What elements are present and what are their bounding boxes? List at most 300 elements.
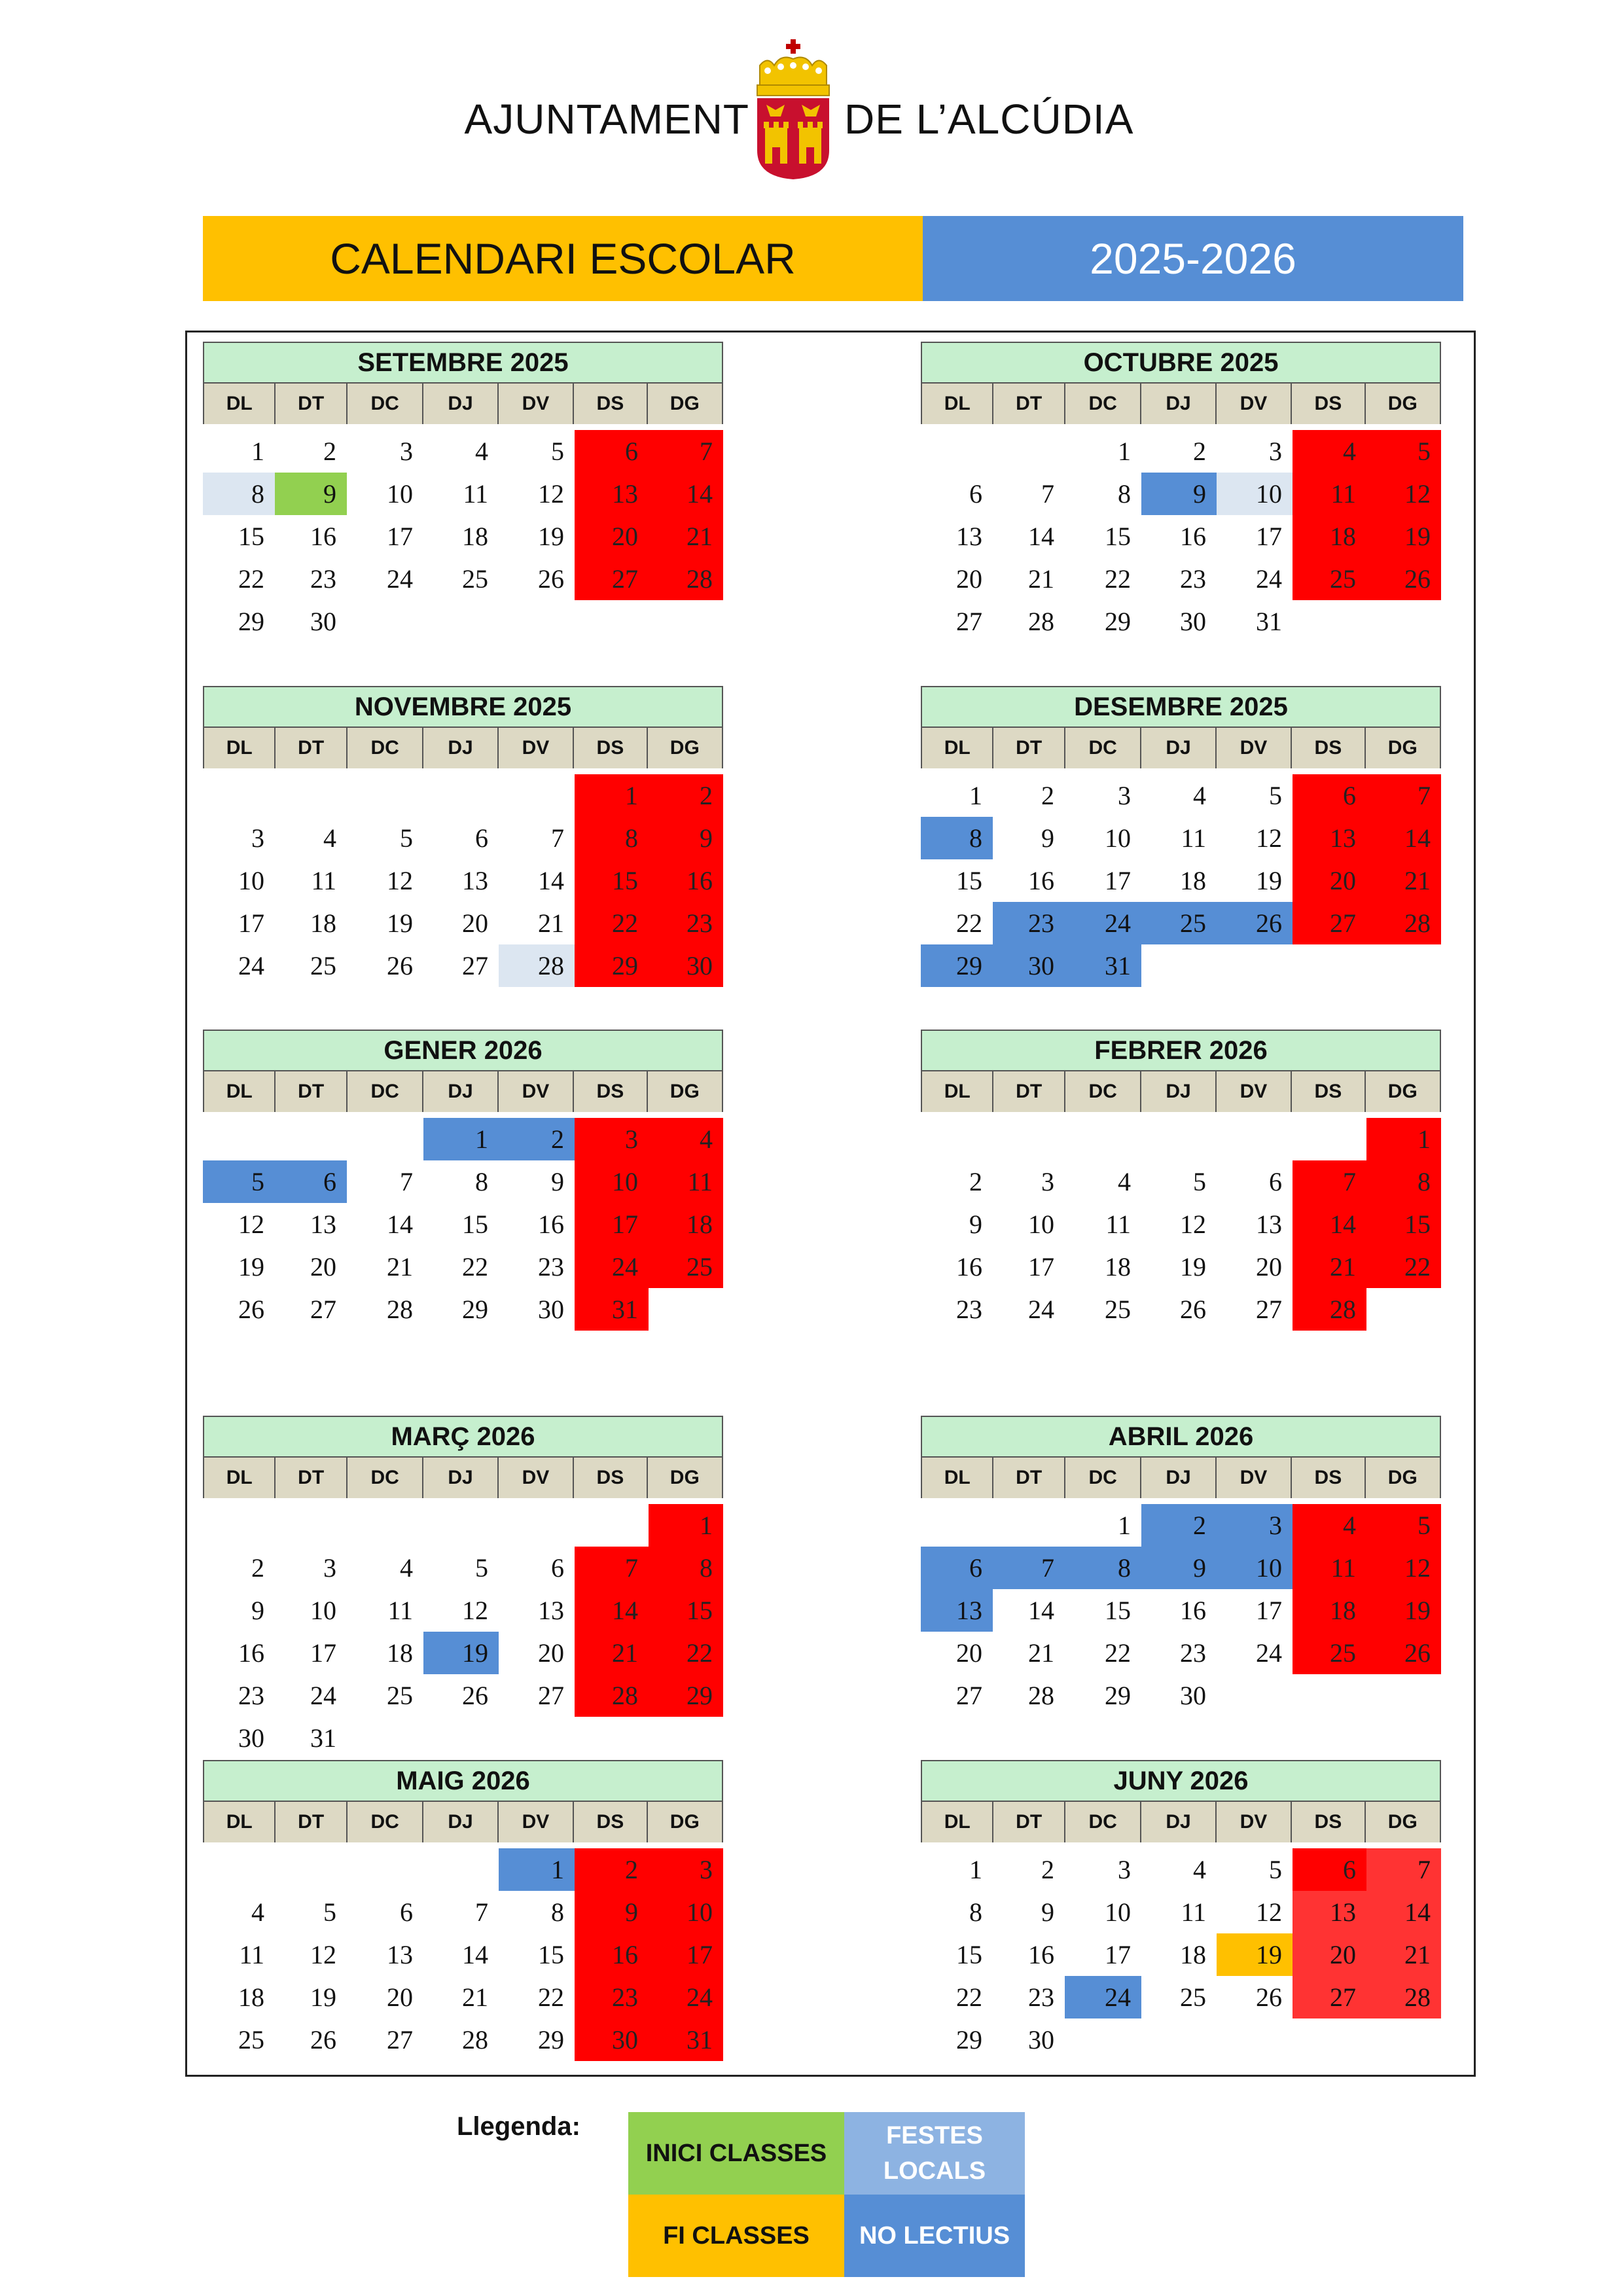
weekday-header: DS [1292,384,1365,424]
day-cell: 22 [1105,1638,1131,1668]
day-cell: 20 [538,1638,564,1668]
day-cell: 16 [238,1638,264,1668]
day-cell: 14 [575,1589,649,1632]
day-cell: 29 [921,944,993,987]
day-cell: 19 [1217,1933,1293,1976]
day-cell: 24 [1065,902,1141,944]
month-title: MARÇ 2026 [203,1416,723,1458]
day-cell: 23 [993,902,1065,944]
weekday-header: DV [499,1802,574,1842]
day-cell: 15 [462,1210,488,1239]
day-cell: 7 [1366,774,1441,817]
day-cell: 28 [1366,902,1441,944]
legend-inici-classes: INICI CLASSES [628,2112,844,2195]
day-cell: 11 [1181,823,1206,853]
day-cell: 5 [1366,430,1441,473]
day-cell: 22 [538,1982,564,2012]
day-cell: 31 [1065,944,1141,987]
day-cell: 5 [203,1160,275,1203]
day-cell: 6 [1293,774,1366,817]
weekday-header: DV [1217,1458,1292,1498]
day-cell: 7 [575,1547,649,1589]
weekday-header: DC [1065,1458,1141,1498]
day-cell: 20 [1293,1933,1366,1976]
week-row [921,558,1441,600]
day-cell: 10 [387,479,413,509]
empty-cell [423,600,499,643]
week-row [203,1504,723,1547]
weekday-header: DG [1387,393,1418,414]
week-row [921,859,1441,902]
weekday-header: DC [348,384,423,424]
day-cell: 2 [1141,1504,1217,1547]
week-row [921,1547,1441,1589]
day-cell: 14 [387,1210,413,1239]
day-cell: 27 [387,2025,413,2054]
empty-cell [1141,944,1217,987]
day-cell: 18 [1180,866,1206,895]
day-cell: 12 [1256,1897,1282,1927]
day-cell: 23 [649,902,723,944]
weekday-header: DG [1387,737,1418,759]
day-cell: 16 [1028,866,1054,895]
empty-cell [649,1717,723,1759]
week-row [203,558,723,600]
day-cell: 9 [1041,823,1054,853]
day-cell: 29 [462,1295,488,1324]
day-cell: 2 [251,1553,264,1583]
day-cell: 29 [238,607,264,636]
day-cell: 12 [538,479,564,509]
school-year: 2025-2026 [923,216,1463,301]
day-cell: 26 [238,1295,264,1324]
day-cell: 24 [310,1681,336,1710]
day-cell: 8 [575,817,649,859]
day-cell: 18 [649,1203,723,1246]
empty-cell [1293,1674,1366,1717]
week-row [203,1547,723,1589]
day-cell: 18 [1180,1940,1206,1969]
day-cell: 4 [251,1897,264,1927]
empty-cell [499,774,575,817]
weekday-header: DG [669,1081,700,1102]
day-cell: 3 [1269,437,1282,466]
month-title: SETEMBRE 2025 [203,342,723,384]
weekday-header: DT [276,1071,347,1112]
weekday-header-row [921,1802,1441,1842]
day-cell: 31 [649,2018,723,2061]
empty-cell [347,600,423,643]
day-cell: 25 [462,564,488,594]
day-cell: 6 [551,1553,564,1583]
empty-cell [649,1288,723,1331]
day-cell: 4 [1293,430,1366,473]
day-cell: 26 [310,2025,336,2054]
week-row [203,1589,723,1632]
day-cell: 11 [387,1596,413,1625]
week-row [921,902,1441,944]
empty-cell [499,1717,575,1759]
weekday-header: DG [669,1811,700,1833]
legend-no-lectius: NO LECTIUS [844,2195,1025,2277]
week-row [203,1246,723,1288]
day-cell: 9 [275,473,347,515]
day-cell: 2 [969,1167,982,1196]
day-cell: 18 [387,1638,413,1668]
day-cell: 18 [1105,1252,1131,1282]
day-cell: 24 [649,1976,723,2018]
day-cell: 31 [310,1723,336,1753]
day-cell: 6 [969,479,982,509]
empty-cell [649,600,723,643]
month-calendar [921,342,1441,643]
weekday-header: DS [574,1802,647,1842]
week-row [203,859,723,902]
day-cell: 23 [310,564,336,594]
day-cell: 25 [1105,1295,1131,1324]
day-cell: 24 [1028,1295,1054,1324]
day-cell: 17 [649,1933,723,1976]
day-cell: 23 [1180,1638,1206,1668]
header-right-text: DE L’ALCÚDIA [844,96,1134,143]
month-calendar [203,1030,723,1331]
weekday-header: DJ [1141,728,1216,768]
weekday-header: DL [922,1458,993,1498]
weekday-header-row [921,1458,1441,1498]
weekday-header: DC [348,1071,423,1112]
day-cell: 15 [238,522,264,551]
day-cell: 27 [956,607,982,636]
day-cell: 30 [649,944,723,987]
day-cell: 30 [310,607,336,636]
day-cell: 10 [575,1160,649,1203]
day-cell: 1 [969,781,982,810]
header-left-text: AJUNTAMENT [464,96,749,143]
day-cell: 27 [956,1681,982,1710]
empty-cell [575,600,649,643]
day-cell: 12 [1366,473,1441,515]
day-cell: 7 [1041,479,1054,509]
day-cell: 30 [1180,607,1206,636]
empty-cell [347,774,423,817]
day-cell: 27 [1256,1295,1282,1324]
weekday-header: DV [1217,728,1292,768]
day-cell: 15 [1105,1596,1131,1625]
day-cell: 10 [649,1891,723,1933]
month-title: GENER 2026 [203,1030,723,1071]
day-cell: 5 [551,437,564,466]
week-row [921,1589,1441,1632]
day-cell: 17 [387,522,413,551]
day-cell: 14 [1366,1891,1441,1933]
day-cell: 21 [1293,1246,1366,1288]
calendar-title: CALENDARI ESCOLAR [203,216,923,301]
day-cell: 11 [1105,1210,1131,1239]
day-cell: 17 [1105,866,1131,895]
day-cell: 30 [238,1723,264,1753]
empty-cell [275,1848,347,1891]
empty-cell [1065,2018,1141,2061]
day-cell: 19 [538,522,564,551]
day-cell: 25 [1293,558,1366,600]
day-cell: 7 [551,823,564,853]
day-cell: 1 [423,1118,499,1160]
day-cell: 15 [1105,522,1131,551]
weekday-header: DJ [423,1802,498,1842]
week-row [921,1891,1441,1933]
weekday-header: DV [499,1458,574,1498]
day-cell: 26 [538,564,564,594]
day-cell: 28 [462,2025,488,2054]
day-cell: 12 [310,1940,336,1969]
weekday-header: DS [1292,1071,1365,1112]
week-row [921,944,1441,987]
empty-cell [347,1118,423,1160]
week-row [203,1674,723,1717]
day-cell: 26 [1256,1982,1282,2012]
weekday-header: DS [574,1458,647,1498]
weekday-header-row [203,728,723,768]
day-cell: 1 [1118,437,1131,466]
weekday-header: DV [1217,1802,1292,1842]
empty-cell [1065,1118,1141,1160]
day-cell: 24 [1065,1976,1141,2018]
empty-cell [347,1848,423,1891]
day-cell: 14 [1028,522,1054,551]
day-cell: 23 [956,1295,982,1324]
weekday-header: DT [276,1458,347,1498]
week-row [203,902,723,944]
empty-cell [1217,1674,1293,1717]
empty-cell [1366,600,1441,643]
weekday-header-row [203,1802,723,1842]
month-title: ABRIL 2026 [921,1416,1441,1458]
day-cell: 20 [462,908,488,938]
day-cell: 16 [575,1933,649,1976]
day-cell: 12 [387,866,413,895]
week-row [921,774,1441,817]
day-cell: 14 [538,866,564,895]
empty-cell [347,1717,423,1759]
month-calendar [203,686,723,987]
page-header [0,33,1623,177]
day-cell: 19 [310,1982,336,2012]
weekday-header: DS [1292,1802,1365,1842]
day-cell: 28 [1028,1681,1054,1710]
month-calendar [921,1416,1441,1717]
day-cell: 13 [462,866,488,895]
day-cell: 12 [462,1596,488,1625]
day-cell: 6 [1269,1167,1282,1196]
week-row [203,1203,723,1246]
empty-cell [993,1504,1065,1547]
day-cell: 8 [969,1897,982,1927]
empty-cell [1293,1118,1366,1160]
day-cell: 10 [238,866,264,895]
month-title: OCTUBRE 2025 [921,342,1441,384]
day-cell: 8 [551,1897,564,1927]
day-cell: 16 [956,1252,982,1282]
week-row [203,1118,723,1160]
weekday-header: DS [574,1071,647,1112]
day-cell: 17 [575,1203,649,1246]
day-cell: 25 [1180,1982,1206,2012]
day-cell: 4 [1118,1167,1131,1196]
weekday-header: DJ [423,384,498,424]
empty-cell [1293,600,1366,643]
day-cell: 30 [538,1295,564,1324]
empty-cell [275,1118,347,1160]
day-cell: 29 [1105,1681,1131,1710]
day-cell: 5 [1269,781,1282,810]
day-cell: 5 [1193,1167,1206,1196]
empty-cell [275,1504,347,1547]
empty-cell [1293,944,1366,987]
day-cell: 18 [238,1982,264,2012]
weekday-header: DC [1065,728,1141,768]
weekday-header: DT [276,384,347,424]
day-cell: 21 [1366,1933,1441,1976]
day-cell: 2 [499,1118,575,1160]
weekday-header: DG [1387,1811,1418,1833]
day-cell: 27 [310,1295,336,1324]
day-cell: 30 [993,944,1065,987]
week-row [921,817,1441,859]
empty-cell [921,1118,993,1160]
weekday-header: DJ [1141,1802,1216,1842]
weekday-header: DJ [423,1071,498,1112]
week-row [203,817,723,859]
weekday-header: DT [276,728,347,768]
day-cell: 14 [462,1940,488,1969]
day-cell: 16 [310,522,336,551]
day-cell: 29 [649,1674,723,1717]
day-cell: 26 [387,951,413,980]
day-cell: 10 [1217,473,1293,515]
day-cell: 23 [1028,1982,1054,2012]
day-cell: 10 [1217,1547,1293,1589]
day-cell: 3 [400,437,413,466]
weekday-header: DV [1217,384,1292,424]
empty-cell [993,430,1065,473]
day-cell: 24 [575,1246,649,1288]
day-cell: 9 [575,1891,649,1933]
day-cell: 21 [462,1982,488,2012]
month-calendar [921,1030,1441,1331]
day-cell: 9 [251,1596,264,1625]
day-cell: 13 [310,1210,336,1239]
day-cell: 26 [462,1681,488,1710]
empty-cell [203,1504,275,1547]
empty-cell [1141,1118,1217,1160]
weekday-header: DC [348,728,423,768]
day-cell: 15 [1366,1203,1441,1246]
empty-cell [921,430,993,473]
day-cell: 11 [239,1940,264,1969]
day-cell: 13 [1256,1210,1282,1239]
empty-cell [423,1504,499,1547]
week-row [203,1288,723,1331]
weekday-header: DJ [423,1458,498,1498]
day-cell: 30 [575,2018,649,2061]
day-cell: 10 [1105,1897,1131,1927]
day-cell: 4 [649,1118,723,1160]
empty-cell [1217,1118,1293,1160]
empty-cell [1217,944,1293,987]
day-cell: 1 [575,774,649,817]
week-row [203,2018,723,2061]
week-row [921,1118,1441,1160]
day-cell: 13 [1293,1891,1366,1933]
weekday-header: DS [1292,728,1365,768]
day-cell: 7 [475,1897,488,1927]
day-cell: 5 [400,823,413,853]
week-row [203,1717,723,1759]
day-cell: 29 [1105,607,1131,636]
day-cell: 27 [462,951,488,980]
week-row [921,1246,1441,1288]
weekday-header: DC [1065,1071,1141,1112]
weekday-header: DG [669,1467,700,1488]
day-cell: 18 [1293,515,1366,558]
empty-cell [575,1504,649,1547]
day-cell: 28 [649,558,723,600]
day-cell: 3 [1118,1855,1131,1884]
week-row [203,1891,723,1933]
coat-of-arms-icon [755,39,832,180]
day-cell: 8 [649,1547,723,1589]
day-cell: 21 [575,1632,649,1674]
day-cell: 8 [1065,1547,1141,1589]
day-cell: 24 [387,564,413,594]
day-cell: 9 [649,817,723,859]
day-cell: 6 [400,1897,413,1927]
day-cell: 20 [956,1638,982,1668]
day-cell: 12 [1180,1210,1206,1239]
weekday-header: DT [993,1071,1065,1112]
day-cell: 23 [575,1976,649,2018]
day-cell: 6 [575,430,649,473]
empty-cell [203,1848,275,1891]
week-row [921,1504,1441,1547]
day-cell: 6 [475,823,488,853]
week-row [921,1160,1441,1203]
week-row [203,473,723,515]
day-cell: 14 [649,473,723,515]
weekday-header: DG [669,737,700,759]
day-cell: 20 [310,1252,336,1282]
day-cell: 9 [1141,1547,1217,1589]
month-calendar [921,1760,1441,2061]
day-cell: 19 [1366,515,1441,558]
day-cell: 13 [956,522,982,551]
weekday-header: DJ [1141,1071,1216,1112]
day-cell: 31 [575,1288,649,1331]
week-row [203,1848,723,1891]
day-cell: 7 [649,430,723,473]
day-cell: 29 [575,944,649,987]
day-cell: 12 [1366,1547,1441,1589]
day-cell: 20 [1293,859,1366,902]
day-cell: 1 [1366,1118,1441,1160]
day-cell: 9 [1141,473,1217,515]
day-cell: 25 [649,1246,723,1288]
day-cell: 5 [1269,1855,1282,1884]
legend [628,2112,1025,2277]
day-cell: 27 [538,1681,564,1710]
weekday-header: DV [1217,1071,1292,1112]
weekday-header: DV [499,1071,574,1112]
